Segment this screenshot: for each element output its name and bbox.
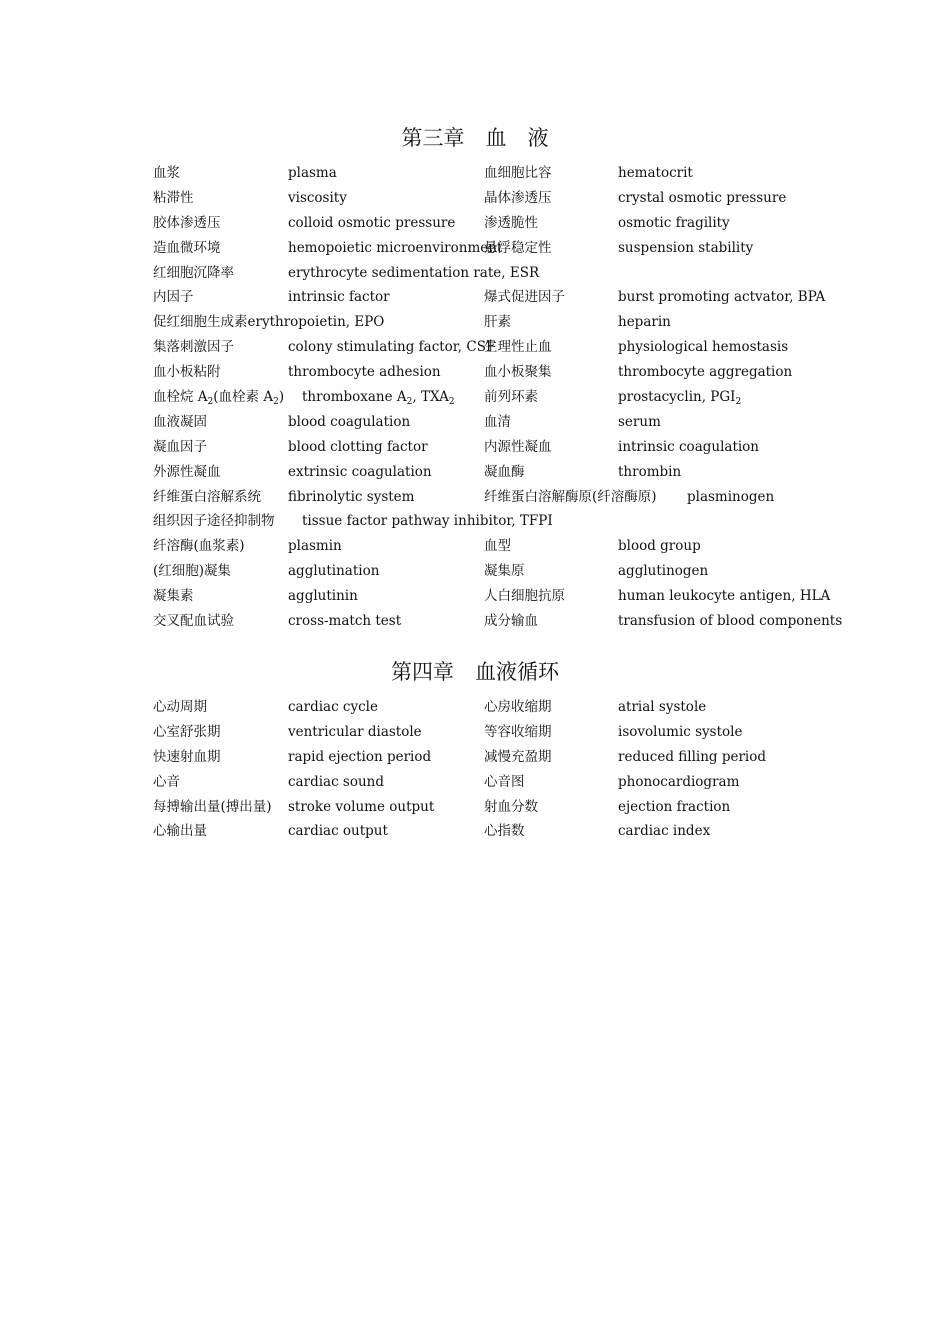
glossary-row	[0, 436, 950, 461]
term-chinese: 集落刺激因子	[153, 339, 234, 356]
term-english: viscosity	[288, 189, 347, 206]
glossary-row	[0, 336, 950, 361]
glossary-row	[0, 187, 950, 212]
term-chinese: 等容收缩期	[484, 723, 552, 740]
glossary-row	[0, 535, 950, 560]
term-chinese: 外源性凝血	[153, 463, 221, 480]
term-chinese: 心房收缩期	[484, 699, 552, 715]
glossary-row	[0, 820, 950, 845]
term-chinese: 纤维蛋白溶解系统	[153, 488, 261, 505]
term-english	[302, 386, 455, 408]
term-english: heparin	[618, 314, 671, 331]
term-chinese: 交叉配血试验	[153, 613, 234, 630]
term-english: phonocardiogram	[618, 773, 740, 790]
term-english: blood coagulation	[288, 413, 411, 430]
term-chinese: 血细胞比容	[484, 165, 552, 181]
term-english: thrombin	[618, 463, 682, 480]
term-english: physiological hemostasis	[618, 339, 789, 356]
term-chinese: 血小板聚集	[484, 364, 552, 381]
term-english: thrombocyte aggregation	[618, 364, 793, 381]
text-part: thromboxane A	[302, 389, 407, 406]
term-chinese: 纤维蛋白溶解酶原(纤溶酶原)	[484, 488, 657, 505]
term-english: agglutinogen	[618, 563, 709, 580]
term-chinese: 人白细胞抗原	[484, 588, 565, 605]
subscript: 2	[406, 397, 413, 408]
chapter-3-title: 第三章 血 液	[401, 126, 549, 150]
glossary-row	[0, 461, 950, 486]
term-chinese: 内源性凝血	[484, 438, 552, 455]
term-chinese: 凝集素	[153, 588, 194, 605]
term-english: colony stimulating factor, CSF	[288, 339, 496, 356]
glossary-row	[0, 721, 950, 746]
term-chinese: 胶体渗透压	[153, 214, 221, 231]
term-chinese: 心动周期	[153, 699, 207, 715]
glossary-row	[0, 585, 950, 610]
term-english: rapid ejection period	[288, 748, 432, 765]
term-chinese: 纤溶酶(血浆素)	[153, 538, 245, 555]
term-english: hematocrit	[618, 165, 693, 181]
term-english: blood clotting factor	[288, 438, 428, 455]
term-english: ejection fraction	[618, 798, 731, 815]
term-chinese: 心音	[153, 773, 180, 790]
term-chinese: 血小板粘附	[153, 364, 221, 381]
term-chinese: 凝血酶	[484, 463, 525, 480]
term-chinese: 肝素	[484, 314, 511, 331]
glossary-row	[0, 486, 950, 511]
term-chinese: 心输出量	[153, 823, 207, 840]
term-english: cardiac output	[288, 823, 388, 840]
chapter-3-glossary	[0, 162, 950, 635]
term-english: colloid osmotic pressure	[288, 214, 456, 231]
chapter-4-glossary	[0, 696, 950, 845]
term-english: fibrinolytic system	[288, 488, 415, 505]
term-chinese: 血液凝固	[153, 413, 207, 430]
term-chinese: 爆式促进因子	[484, 289, 565, 306]
glossary-row	[0, 286, 950, 311]
glossary-row	[0, 746, 950, 771]
text-part: (血栓素 A	[213, 389, 274, 406]
glossary-row	[0, 237, 950, 262]
term-chinese: 血浆	[153, 165, 180, 181]
term-english: stroke volume output	[288, 798, 435, 815]
term-english: agglutination	[288, 563, 380, 580]
term-chinese: 粘滞性	[153, 189, 194, 206]
glossary-row	[0, 311, 950, 336]
glossary-row	[0, 696, 950, 721]
term-english: tissue factor pathway inhibitor, TFPI	[302, 513, 553, 530]
glossary-row	[0, 610, 950, 635]
term-english: hemopoietic microenvironment	[288, 239, 503, 256]
term-chinese: 生理性止血	[484, 339, 552, 356]
glossary-row	[0, 361, 950, 386]
text-part: )	[278, 389, 285, 406]
term-chinese: 内因子	[153, 289, 194, 306]
term-english: plasmin	[288, 538, 342, 555]
chapter-4-title: 第四章 血液循环	[391, 660, 559, 684]
term-english: burst promoting actvator, BPA	[618, 289, 826, 306]
term-english: serum	[618, 413, 661, 430]
term-chinese: 凝集原	[484, 563, 525, 580]
glossary-row	[0, 212, 950, 237]
term-english: extrinsic coagulation	[288, 463, 432, 480]
term-chinese: 快速射血期	[153, 748, 221, 765]
term-chinese: 前列环素	[484, 389, 538, 406]
text-part: prostacyclin, PGI	[618, 389, 736, 406]
glossary-row	[0, 162, 950, 187]
term-english: thrombocyte adhesion	[288, 364, 441, 381]
term-english: intrinsic factor	[288, 289, 390, 306]
text-part: 血栓烷 A	[153, 389, 208, 406]
glossary-row	[0, 560, 950, 585]
term-english: cross-match test	[288, 613, 402, 630]
term-english	[618, 386, 741, 408]
term-chinese: 心音图	[484, 773, 525, 790]
subscript: 2	[448, 397, 455, 408]
term-english: plasma	[288, 165, 337, 181]
glossary-row	[0, 386, 950, 411]
term-chinese: 减慢充盈期	[484, 748, 552, 765]
term-chinese: 血清	[484, 413, 511, 430]
term-english: atrial systole	[618, 699, 707, 715]
term-chinese: 心室舒张期	[153, 723, 221, 740]
term-chinese: 悬浮稳定性	[484, 239, 552, 256]
term-english: osmotic fragility	[618, 214, 730, 231]
term-chinese: 心指数	[484, 823, 525, 840]
term-english: cardiac cycle	[288, 699, 378, 715]
subscript: 2	[273, 397, 279, 408]
term-english: intrinsic coagulation	[618, 438, 760, 455]
term-chinese: 血型	[484, 538, 511, 555]
subscript: 2	[207, 397, 214, 408]
term-english: ventricular diastole	[288, 723, 422, 740]
term-english: crystal osmotic pressure	[618, 189, 787, 206]
term-chinese	[153, 386, 284, 408]
term-chinese-english: 促红细胞生成素erythropoietin, EPO	[153, 314, 385, 331]
term-chinese: 成分输血	[484, 613, 538, 630]
term-chinese: 渗透脆性	[484, 214, 538, 231]
term-chinese: 红细胞沉降率	[153, 264, 234, 281]
term-chinese: 晶体渗透压	[484, 189, 552, 206]
glossary-row	[0, 411, 950, 436]
term-english: plasminogen	[687, 488, 775, 505]
term-chinese: 组织因子途径抑制物	[153, 513, 275, 530]
text-part: , TXA	[412, 389, 449, 406]
term-english: cardiac sound	[288, 773, 385, 790]
subscript: 2	[735, 397, 742, 408]
glossary-row	[0, 262, 950, 287]
term-chinese: (红细胞)凝集	[153, 563, 232, 580]
term-english: cardiac index	[618, 823, 711, 840]
term-chinese: 凝血因子	[153, 438, 207, 455]
glossary-row	[0, 796, 950, 821]
term-english: reduced filling period	[618, 748, 767, 765]
term-chinese: 每搏输出量(搏出量)	[153, 798, 272, 815]
term-english: transfusion of blood components	[618, 613, 843, 630]
glossary-row	[0, 510, 950, 535]
term-chinese: 射血分数	[484, 798, 538, 815]
term-english: blood group	[618, 538, 701, 555]
glossary-row	[0, 771, 950, 796]
term-english: agglutinin	[288, 588, 358, 605]
term-english: erythrocyte sedimentation rate, ESR	[288, 264, 540, 281]
term-english: human leukocyte antigen, HLA	[618, 588, 831, 605]
term-english: isovolumic systole	[618, 723, 743, 740]
term-english: suspension stability	[618, 239, 754, 256]
term-chinese: 造血微环境	[153, 239, 221, 256]
